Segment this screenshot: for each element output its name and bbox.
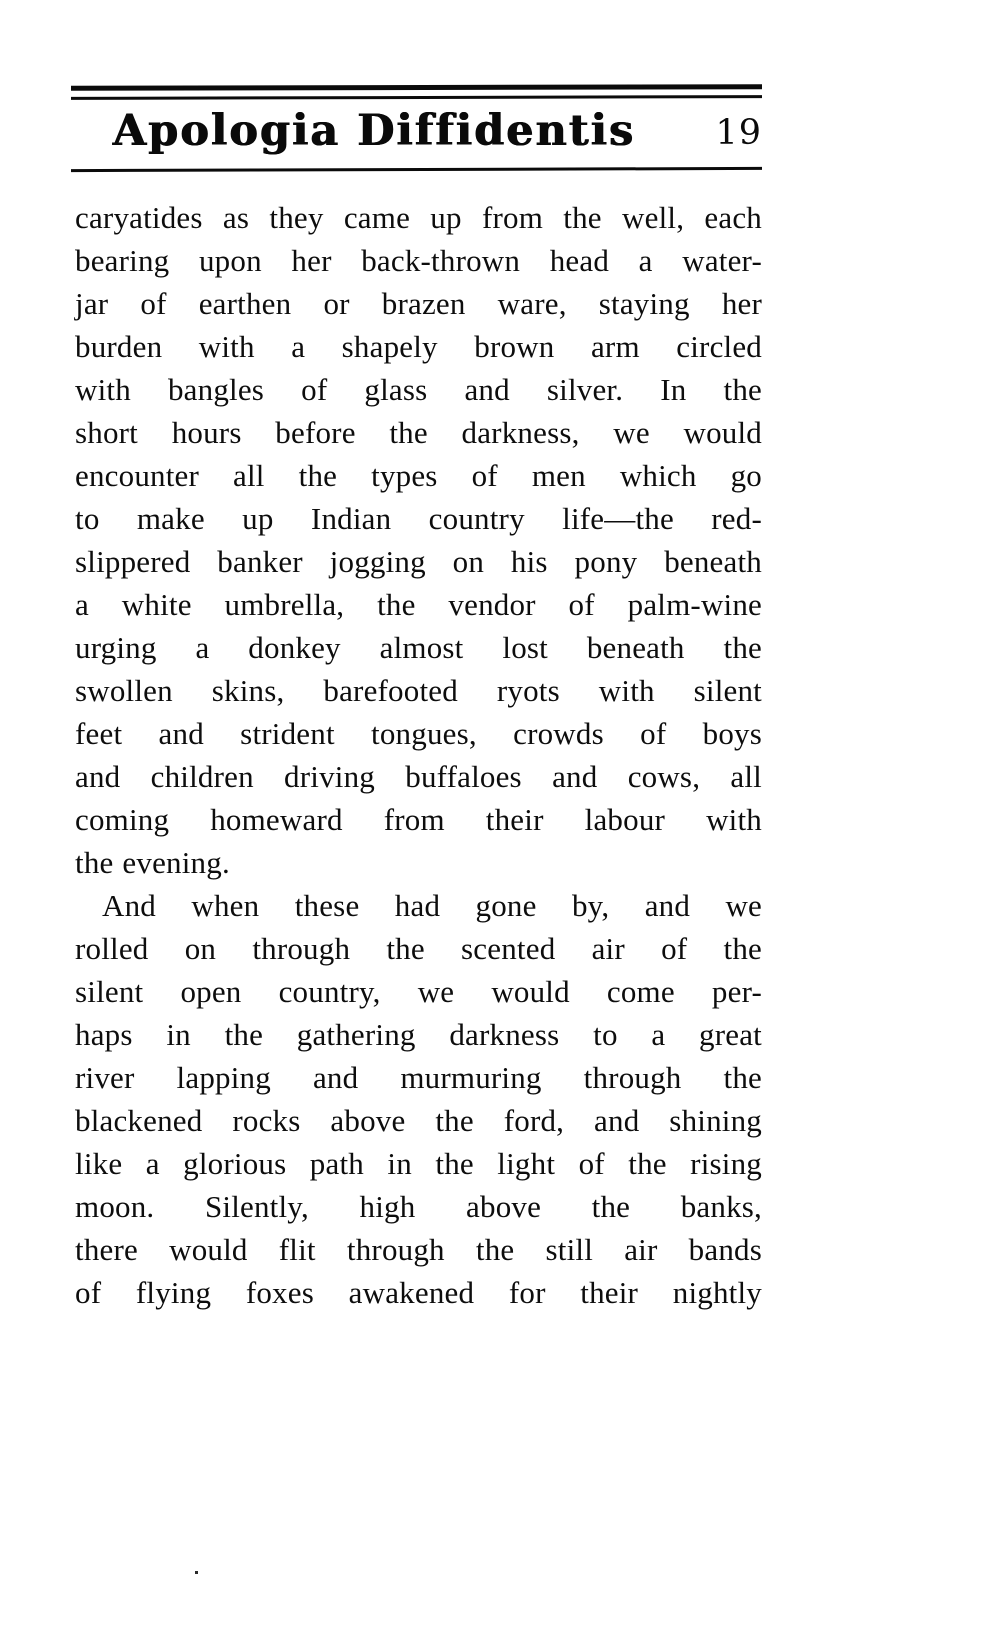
text-line: with bangles of glass and silver. In the bbox=[75, 372, 762, 407]
header-rule-bottom bbox=[71, 167, 762, 172]
text-line: rolled on through the scented air of the bbox=[75, 931, 762, 966]
header-rule-thick bbox=[71, 84, 762, 90]
text-line: blackened rocks above the ford, and shining bbox=[75, 1103, 762, 1138]
scan-artifact-dot bbox=[195, 1571, 198, 1574]
text-line: there would flit through the still air bands bbox=[75, 1232, 762, 1267]
text-line: and children driving buffaloes and cows, all bbox=[75, 759, 762, 794]
text-line: bearing upon her back-thrown head a water- bbox=[75, 243, 762, 278]
text-line: caryatides as they came up from the well, each bbox=[75, 200, 762, 235]
text-line-paragraph-end: the evening. bbox=[75, 845, 230, 880]
text-line: silent open country, we would come per- bbox=[75, 974, 762, 1009]
text-line: of flying foxes awakened for their nightly bbox=[75, 1275, 762, 1310]
body-text bbox=[75, 196, 762, 1314]
text-line: to make up Indian country life—the red- bbox=[75, 501, 762, 536]
text-line: encounter all the types of men which go bbox=[75, 458, 762, 493]
text-line-paragraph-start: And when these had gone by, and we bbox=[102, 888, 762, 923]
text-line: a white umbrella, the vendor of palm-wine bbox=[75, 587, 762, 622]
text-line: like a glorious path in the light of the rising bbox=[75, 1146, 762, 1181]
text-line: moon. Silently, high above the banks, bbox=[75, 1189, 762, 1224]
text-line: swollen skins, barefooted ryots with silent bbox=[75, 673, 762, 708]
text-line: burden with a shapely brown arm circled bbox=[75, 329, 762, 364]
text-line: short hours before the darkness, we would bbox=[75, 415, 762, 450]
page-number: 19 bbox=[715, 113, 762, 153]
text-line: haps in the gathering darkness to a great bbox=[75, 1017, 762, 1052]
text-line: slippered banker jogging on his pony beneath bbox=[75, 544, 762, 579]
text-line: feet and strident tongues, crowds of boys bbox=[75, 716, 762, 751]
text-line: jar of earthen or brazen ware, staying her bbox=[75, 286, 762, 321]
text-line: coming homeward from their labour with bbox=[75, 802, 762, 837]
text-line: river lapping and murmuring through the bbox=[75, 1060, 762, 1095]
header-rule-thin bbox=[71, 95, 762, 99]
running-header-title: Apologia Diffidentis bbox=[112, 106, 636, 156]
text-line: urging a donkey almost lost beneath the bbox=[75, 630, 762, 665]
running-head bbox=[71, 101, 762, 163]
